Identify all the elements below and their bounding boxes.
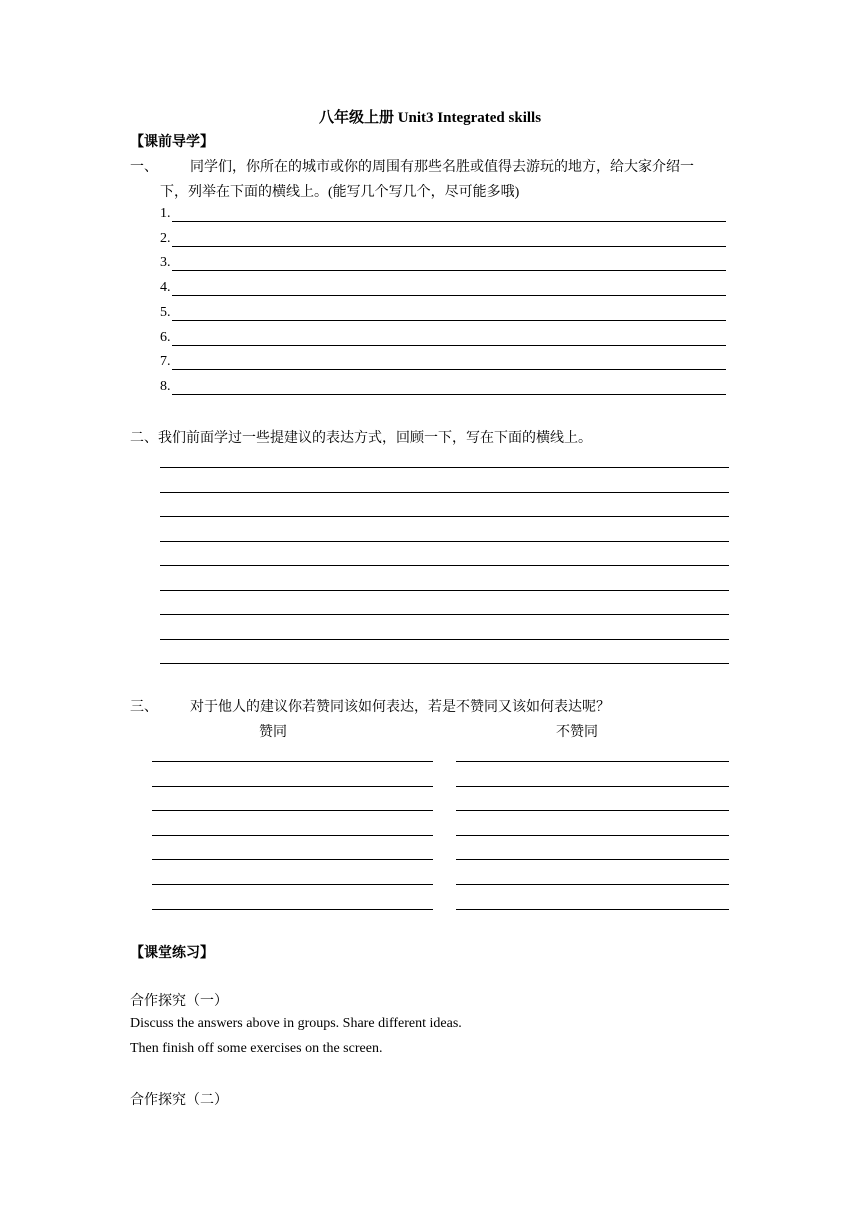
q1-answer-row[interactable] (160, 330, 726, 348)
q1-answer-number: 7. (160, 354, 171, 370)
answer-blank-line[interactable] (172, 320, 726, 321)
q1-answer-row[interactable] (160, 305, 726, 323)
q3-disagree-label: 不赞同 (556, 725, 598, 740)
disagree-blank-line[interactable] (456, 761, 729, 762)
disagree-blank-line[interactable] (456, 884, 729, 885)
q1-answer-number: 1. (160, 206, 171, 221)
q1-answer-row[interactable] (160, 354, 726, 372)
disagree-blank-line[interactable] (456, 786, 729, 787)
q1-answer-row[interactable] (160, 206, 726, 224)
answer-blank-line[interactable] (160, 492, 729, 493)
disagree-blank-line[interactable] (456, 859, 729, 860)
q1-answer-number: 6. (160, 329, 171, 345)
answer-blank-line[interactable] (172, 295, 726, 296)
answer-blank-line[interactable] (160, 639, 729, 640)
answer-blank-line[interactable] (172, 369, 726, 370)
section-heading-class-practice: 【课堂练习】 (130, 946, 214, 961)
q1-answer-number: 3. (160, 255, 171, 271)
agree-blank-line[interactable] (152, 786, 433, 787)
q2-text: 二、我们前面学过一些提建议的表达方式，回顾一下，写在下面的横线上。 (130, 431, 592, 446)
page-title: 八年级上册 Unit3 Integrated skills (318, 110, 542, 126)
agree-blank-line[interactable] (152, 859, 433, 860)
q1-answer-row[interactable] (160, 231, 726, 249)
q1-text-line2: 下，列举在下面的横线上。(能写几个写几个，尽可能多哦) (160, 185, 520, 200)
answer-blank-line[interactable] (160, 516, 729, 517)
answer-blank-line[interactable] (172, 246, 726, 247)
coop1-line1: Discuss the answers above in groups. Share different ideas. (130, 1016, 462, 1031)
agree-blank-line[interactable] (152, 884, 433, 885)
q3-text: 对于他人的建议你若赞同该如何表达，若是不赞同又该如何表达呢？ (190, 700, 610, 715)
section-heading-pre-study: 【课前导学】 (130, 135, 214, 150)
agree-blank-line[interactable] (152, 761, 433, 762)
disagree-blank-line[interactable] (456, 835, 729, 836)
answer-blank-line[interactable] (160, 614, 729, 615)
q3-marker: 三、 (130, 700, 158, 715)
q1-answer-row[interactable] (160, 280, 726, 298)
answer-blank-line[interactable] (172, 345, 726, 346)
disagree-blank-line[interactable] (456, 909, 729, 910)
answer-blank-line[interactable] (160, 541, 729, 542)
agree-blank-line[interactable] (152, 835, 433, 836)
q1-text-line1: 同学们，你所在的城市或你的周围有那些名胜或值得去游玩的地方，给大家介绍一 (190, 160, 694, 175)
disagree-blank-line[interactable] (456, 810, 729, 811)
agree-blank-line[interactable] (152, 810, 433, 811)
q3-agree-label: 赞同 (259, 725, 287, 740)
answer-blank-line[interactable] (160, 590, 729, 591)
coop1-title: 合作探究（一） (130, 994, 228, 1009)
agree-blank-line[interactable] (152, 909, 433, 910)
answer-blank-line[interactable] (172, 394, 726, 395)
q1-answer-number: 2. (160, 230, 171, 246)
answer-blank-line[interactable] (172, 221, 726, 222)
answer-blank-line[interactable] (160, 467, 729, 468)
q1-answer-row[interactable] (160, 379, 726, 397)
answer-blank-line[interactable] (172, 270, 726, 271)
q1-marker: 一、 (130, 160, 158, 175)
answer-blank-line[interactable] (160, 663, 729, 664)
q1-answer-number: 8. (160, 378, 171, 394)
q1-answer-number: 5. (160, 304, 171, 320)
q1-answer-number: 4. (160, 280, 171, 296)
coop1-line2: Then finish off some exercises on the screen. (130, 1041, 383, 1056)
coop2-title: 合作探究（二） (130, 1093, 228, 1108)
q1-answer-row[interactable] (160, 255, 726, 273)
answer-blank-line[interactable] (160, 565, 729, 566)
